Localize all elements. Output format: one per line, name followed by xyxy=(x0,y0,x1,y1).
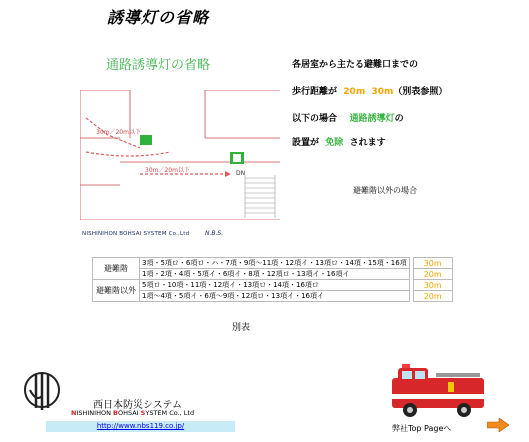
plan-label-diagonal: 30m／20m以下 xyxy=(96,129,141,136)
plan-company-label: NISHINIHON BOHSAI SYSTEM Co.,Ltd xyxy=(82,231,190,237)
guide-light-icon xyxy=(140,135,152,145)
section-subtitle: 通路誘導灯の省略 xyxy=(106,58,211,73)
plan-label-horizontal: 30m／20m以下 xyxy=(145,167,190,174)
description-line-1: 各居室から主たる避難口までの xyxy=(292,60,419,70)
company-url-link[interactable]: http://www.nbs119.co.jp/ xyxy=(46,421,235,432)
table-value: 20m xyxy=(413,291,452,302)
floor-note: 避難階以外の場合 xyxy=(353,186,417,195)
table-cell: 1項～4項・5項イ・6項～9項・12項ロ・13項イ・16項イ xyxy=(140,291,410,302)
table-value: 20m xyxy=(413,269,452,280)
table-value: 30m xyxy=(413,258,452,269)
description-line-3: 以下の場合 通路誘導灯の xyxy=(292,114,404,124)
table-cell: 1項・2項・4項・5項イ・6項イ・8項・12項ロ・13項イ・16項イ xyxy=(140,269,410,280)
table-row xyxy=(93,269,453,280)
top-page-link[interactable]: 弊社Top Pageへ xyxy=(392,424,452,433)
fire-truck-icon xyxy=(388,364,488,422)
description-line-4: 設置が 免除 されます xyxy=(292,138,386,148)
table-header-evac-floor: 避難階 xyxy=(93,258,140,280)
table-cell: 3項・5項ロ・6項ロ・ハ・7項・9項～11項・12項イ・13項ロ・14項・15項・16項 xyxy=(140,258,410,269)
table-caption: 別表 xyxy=(232,323,251,333)
arrow-right-icon[interactable] xyxy=(487,418,509,432)
table-row xyxy=(93,280,453,291)
page-title: 誘導灯の省略 xyxy=(107,8,210,27)
table-value: 30m xyxy=(413,280,452,291)
table-header-non-evac-floor: 避難階以外 xyxy=(93,280,140,302)
plan-mark: N.B.S. xyxy=(205,230,224,237)
company-name: 西日本防災システム xyxy=(93,400,182,411)
plan-label-dn: DN xyxy=(236,170,246,177)
table-row xyxy=(93,291,453,302)
table-row xyxy=(93,258,453,269)
distance-table xyxy=(92,257,453,302)
description-line-2: 歩行距離が 20m 30m（別表参照） xyxy=(292,87,448,97)
path-arrow-icon xyxy=(225,171,231,177)
company-name-en: NISHINIHON BOHSAI SYSTEM Co., Ltd xyxy=(71,409,195,417)
company-logo-icon xyxy=(22,368,62,412)
table-cell: 5項ロ・10項・11項・12項イ・13項ロ・14項・16項ロ xyxy=(140,280,410,291)
floor-plan-diagram xyxy=(80,90,280,220)
